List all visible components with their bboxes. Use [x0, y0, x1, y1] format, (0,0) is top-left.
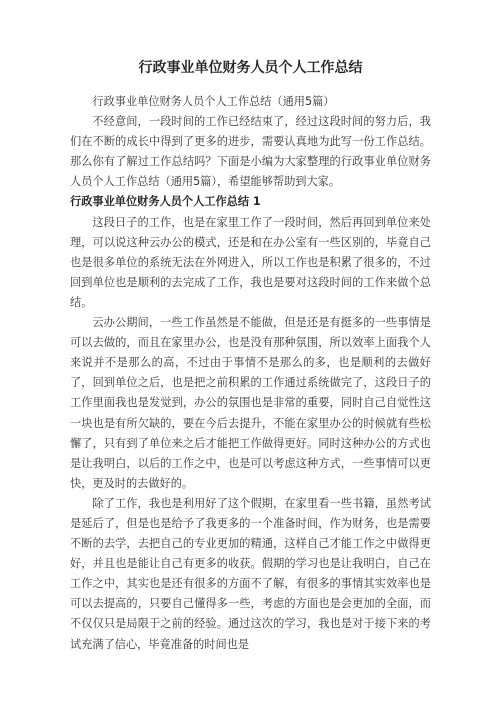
document-title: 行政事业单位财务人员个人工作总结 [138, 60, 363, 76]
body-paragraph: 云办公期间，一些工作虽然是不能做，但是还是有挺多的一些事情是可以去做的，而且在家里办公，也是没有那种氛围，所以效率上面我个人来说并不是那么的高，不过由于事情不是那么的多，也是顺利的去做好了，回到单位之后，也是把之前积累的工作通过系统做完了，这段日子的工作里面我也是发觉到，办公的氛围也是非常的重要，同时自己自觉性这一块也是有所欠缺的，要在今后去提升，不能在家里办公的时候就有些松懈了，只有到了单位来之后才能把工作做得更好。同时这种办公的方式也是让我明白，以后的工作之中，也是可以考虑这种方式，一些事情可以更快，更及时的去做好的。 [70, 316, 431, 490]
intro-paragraph: 不经意间，一段时间的工作已经结束了，经过这段时间的努力后，我们在不断的成长中得到了更多的进步，需要认真地为此写一份工作总结。那么你有了解过工作总结吗？下面是小编为大家整理的行政事业单位财务人员个人工作总结（通用5篇），希望能够帮助到大家。 [70, 115, 431, 189]
subtitle-paragraph: 行政事业单位财务人员个人工作总结（通用5篇） [92, 95, 335, 108]
body-paragraph: 这段日子的工作，也是在家里工作了一段时间，然后再回到单位来处理，可以说这种云办公的模式，还是和在办公室有一些区别的，毕竟自己也是很多单位的系统无法在外网进入，所以工作也是积累了很多的，不过回到单位也是顺利的去完成了工作，我也是要对这段时间的工作来做个总结。 [70, 215, 431, 309]
body-paragraph: 除了工作，我也是利用好了这个假期，在家里看一些书籍，虽然考试是延后了，但是也是给予了我更多的一个准备时间，作为财务，也是需要不断的去学，去把自己的专业更加的精通，这样自己才能工作之中做得更好，并且也是能让自己有更多的收获。假期的学习也是让我明白，自己在工作之中，其实也是还有很多的方面不了解，有很多的事情其实效率也是可以去提高的，只要自己懂得多一些，考虑的方面也是会更加的全面，而不仅仅只是局限于之前的经验。通过这次的学习，我也是对于接下来的考试充满了信心，毕竟准备的时间也是 [70, 496, 431, 651]
section-heading: 行政事业单位财务人员个人工作总结 1 [70, 195, 261, 209]
